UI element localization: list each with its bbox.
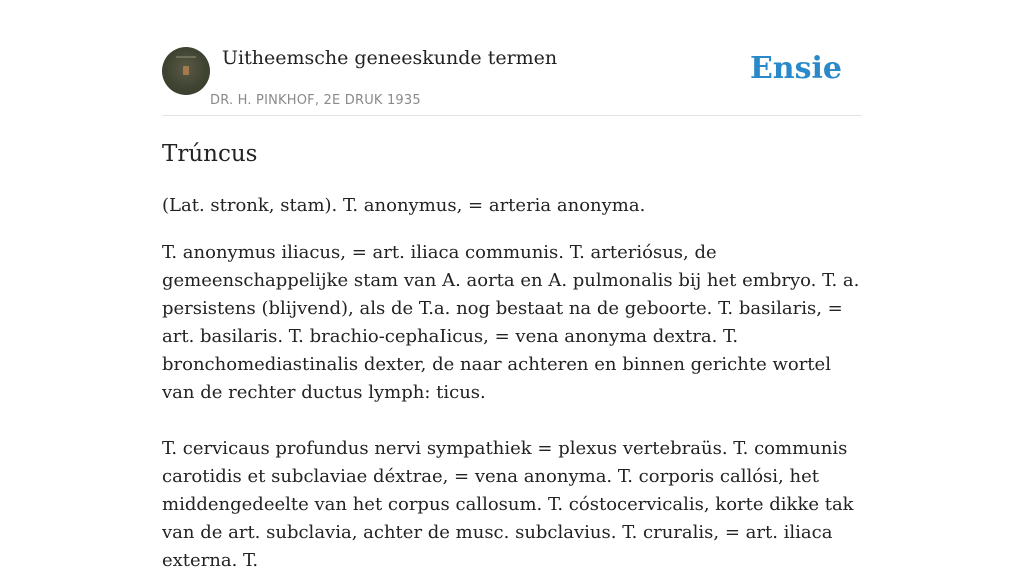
article-term: Trúncus <box>162 141 258 167</box>
book-author: DR. H. PINKHOF, 2E DRUK 1935 <box>210 93 421 108</box>
article <box>162 138 862 575</box>
book-title[interactable]: Uitheemsche geneeskunde termen <box>222 47 558 69</box>
article-paragraph: (Lat. stronk, stam). T. anonymus, = arteria anonyma. <box>162 195 646 216</box>
book-cover-icon[interactable] <box>162 47 210 95</box>
header <box>162 0 862 116</box>
site-logo[interactable]: Ensie <box>749 51 842 86</box>
article-paragraph: T. anonymus iliacus, = art. iliaca communis. T. arteriósus, de gemeenschappelijke stam van A. aorta en A. pulmonalis bij het embryo. T. a. persistens (blijvend), als de T.a. nog bestaat na de geboorte. T. basilaris, = art. basilaris. T. brachio-cephaIicus, = vena anonyma dextra. T. bronchomediastinalis dexter, de naar achteren en binnen gerichte wortel van de rechter ductus lymph: ticus. T. cervicaus profundus nervi sympathiek = plexus vertebraüs. T. communis carotidis et subclaviae déxtrae, = vena anonyma. T. corporis callósi, het middengedeelte van het corpus callosum. T. cóstocervicalis, korte dikke tak van de art. subclavia, achter de musc. subclavius. T. cruralis, = art. iliaca externa. T. <box>162 242 860 571</box>
cover-line <box>176 56 196 58</box>
cover-emblem <box>183 66 189 75</box>
